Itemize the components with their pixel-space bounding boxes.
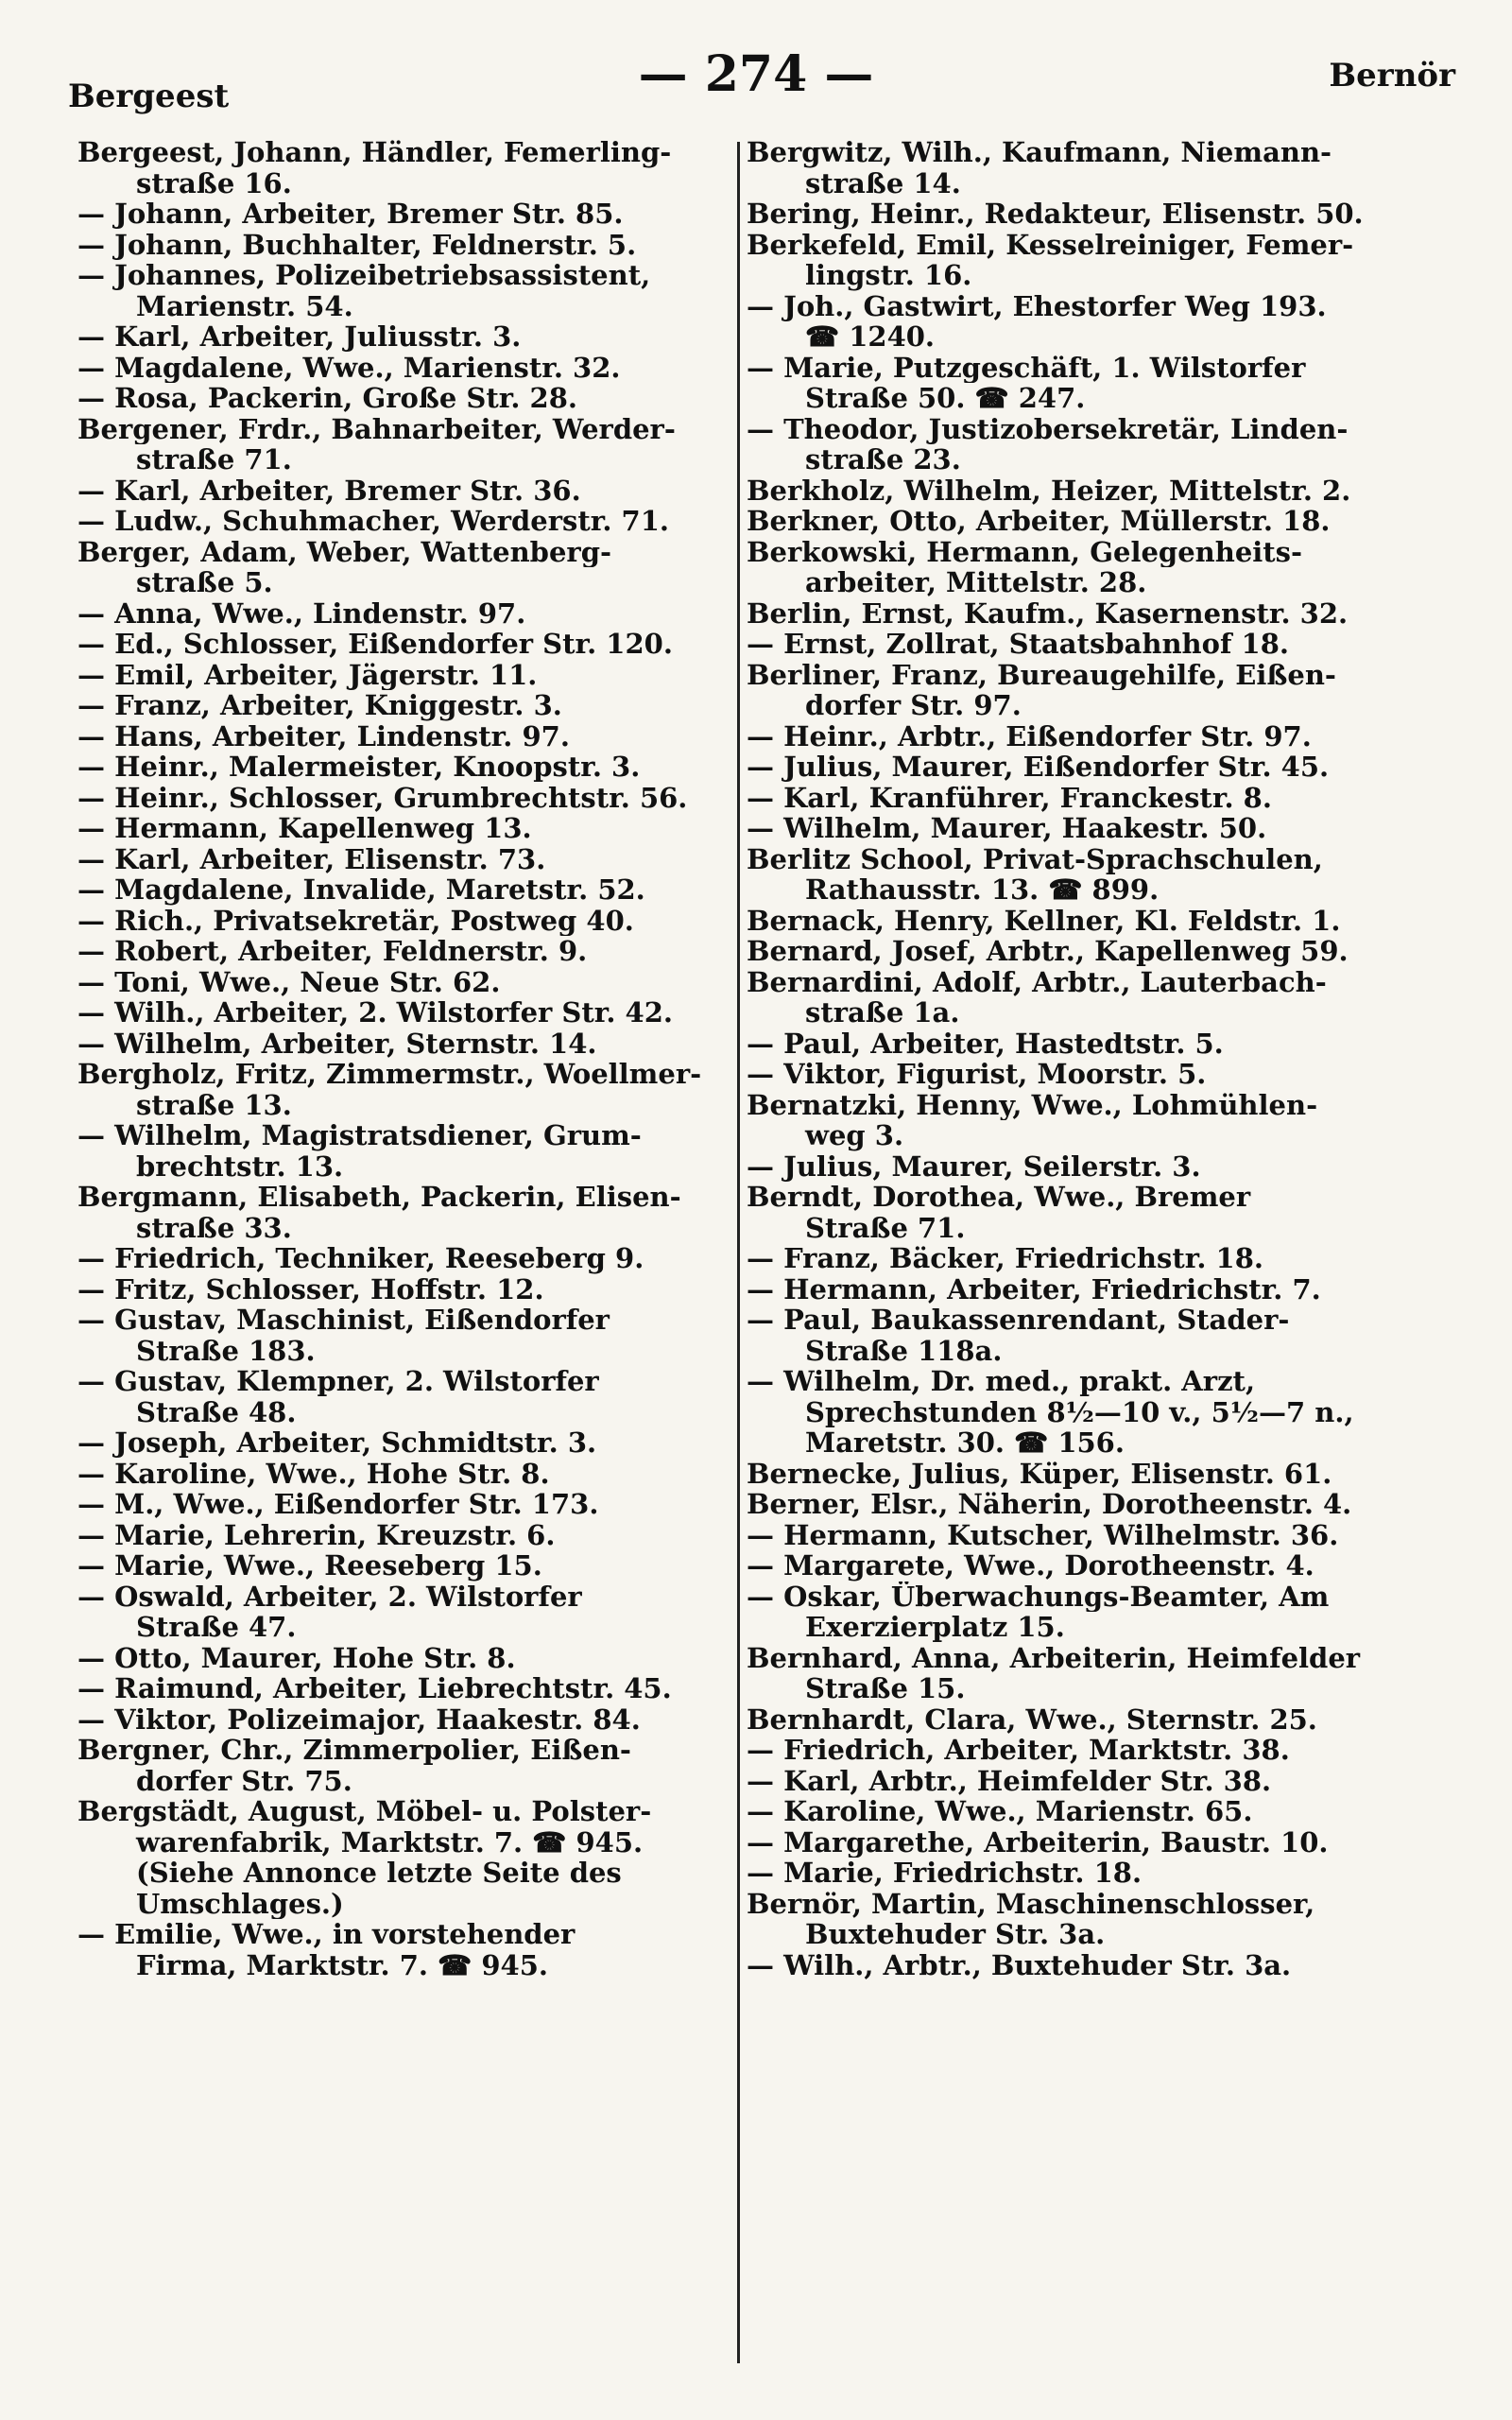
header-right-keyword: Bernör	[1329, 57, 1455, 95]
header-left-keyword: Bergeest	[68, 78, 230, 115]
directory-line: — Hermann, Arbeiter, Friedrichstr. 7.	[747, 1273, 1321, 1305]
directory-line: Bernatzki, Henny, Wwe., Lohmühlen-	[747, 1089, 1318, 1120]
directory-line: — Karl, Arbeiter, Elisenstr. 73.	[77, 843, 546, 874]
directory-line: — Margarete, Wwe., Dorotheenstr. 4.	[747, 1550, 1314, 1582]
directory-line: — Viktor, Figurist, Moorstr. 5.	[747, 1059, 1207, 1090]
directory-line: — Toni, Wwe., Neue Str. 62.	[77, 966, 501, 997]
directory-line: — Ernst, Zollrat, Staatsbahnhof 18.	[747, 629, 1290, 660]
directory-line: — Hans, Arbeiter, Lindenstr. 97.	[77, 720, 570, 752]
directory-line: — Marie, Friedrichstr. 18.	[747, 1858, 1143, 1889]
directory-line: — Johannes, Polizeibetriebsassistent,	[77, 260, 651, 291]
directory-line: straße 1a.	[805, 997, 960, 1028]
directory-line: — M., Wwe., Eißendorfer Str. 173.	[77, 1489, 599, 1520]
directory-line: — Karoline, Wwe., Hohe Str. 8.	[77, 1458, 550, 1489]
directory-line: — Hermann, Kutscher, Wilhelmstr. 36.	[747, 1519, 1339, 1550]
directory-line: — Karoline, Wwe., Marienstr. 65.	[747, 1796, 1253, 1827]
directory-line: — Hermann, Kapellenweg 13.	[77, 813, 532, 844]
directory-line: Rathausstr. 13. ☎ 899.	[805, 874, 1160, 906]
directory-line: Straße 50. ☎ 247.	[805, 383, 1086, 414]
directory-line: Bergeest, Johann, Händler, Femerling-	[77, 137, 672, 168]
directory-line: Bergwitz, Wilh., Kaufmann, Niemann-	[747, 137, 1332, 168]
directory-line: ☎ 1240.	[805, 321, 936, 353]
right-column	[747, 137, 1427, 1980]
directory-line: — Wilhelm, Arbeiter, Sternstr. 14.	[77, 1028, 597, 1059]
directory-line: — Heinr., Schlosser, Grumbrechtstr. 56.	[77, 782, 688, 813]
directory-line: Exerzierplatz 15.	[805, 1612, 1065, 1643]
directory-line: — Karl, Arbeiter, Juliusstr. 3.	[77, 321, 522, 353]
directory-line: straße 33.	[136, 1212, 292, 1243]
directory-line: Maretstr. 30. ☎ 156.	[805, 1427, 1125, 1459]
left-column	[77, 137, 758, 1980]
directory-line: — Robert, Arbeiter, Feldnerstr. 9.	[77, 936, 588, 967]
directory-line: — Julius, Maurer, Seilerstr. 3.	[747, 1150, 1201, 1182]
directory-line: — Wilhelm, Magistratsdiener, Grum-	[77, 1120, 642, 1151]
directory-line: — Emilie, Wwe., in vorstehender	[77, 1919, 576, 1950]
directory-line: — Paul, Baukassenrendant, Stader-	[747, 1305, 1290, 1336]
directory-line: straße 16.	[136, 167, 292, 199]
directory-line: Berlin, Ernst, Kaufm., Kasernenstr. 32.	[747, 597, 1349, 629]
directory-line: Straße 71.	[805, 1212, 966, 1243]
directory-line: Bernardini, Adolf, Arbtr., Lauterbach-	[747, 966, 1327, 997]
directory-line: Bernör, Martin, Maschinenschlosser,	[747, 1888, 1315, 1919]
directory-line: — Anna, Wwe., Lindenstr. 97.	[77, 597, 526, 629]
directory-line: — Magdalene, Invalide, Maretstr. 52.	[77, 874, 645, 906]
directory-line: Firma, Marktstr. 7. ☎ 945.	[136, 1949, 548, 1980]
directory-line: dorfer Str. 75.	[136, 1765, 352, 1796]
directory-line: warenfabrik, Marktstr. 7. ☎ 945.	[136, 1826, 644, 1858]
directory-line: Berliner, Franz, Bureaugehilfe, Eißen-	[747, 659, 1336, 690]
directory-line: Straße 183.	[136, 1335, 316, 1366]
directory-line: Straße 48.	[136, 1396, 297, 1427]
directory-line: Straße 15.	[805, 1673, 966, 1704]
directory-line: dorfer Str. 97.	[805, 690, 1022, 721]
directory-line: — Franz, Arbeiter, Kniggestr. 3.	[77, 690, 562, 721]
directory-line: Berkowski, Hermann, Gelegenheits-	[747, 536, 1303, 567]
directory-line: Marienstr. 54.	[136, 290, 353, 321]
directory-line: — Friedrich, Techniker, Reeseberg 9.	[77, 1243, 644, 1274]
directory-line: — Heinr., Arbtr., Eißendorfer Str. 97.	[747, 720, 1312, 752]
directory-line: Bergner, Chr., Zimmerpolier, Eißen-	[77, 1735, 631, 1766]
directory-line: — Wilhelm, Dr. med., prakt. Arzt,	[747, 1366, 1256, 1397]
directory-line: — Marie, Wwe., Reeseberg 15.	[77, 1550, 542, 1582]
directory-line: Buxtehuder Str. 3a.	[805, 1919, 1106, 1950]
directory-line: — Rosa, Packerin, Große Str. 28.	[77, 383, 578, 414]
directory-line: — Karl, Arbeiter, Bremer Str. 36.	[77, 475, 581, 506]
directory-line: — Theodor, Justizobersekretär, Linden-	[747, 413, 1349, 444]
directory-line: — Rich., Privatsekretär, Postweg 40.	[77, 905, 634, 936]
directory-line: — Karl, Arbtr., Heimfelder Str. 38.	[747, 1765, 1272, 1796]
directory-line: — Ludw., Schuhmacher, Werderstr. 71.	[77, 506, 669, 537]
directory-line: — Gustav, Klempner, 2. Wilstorfer	[77, 1366, 599, 1397]
directory-line: — Magdalene, Wwe., Marienstr. 32.	[77, 352, 621, 383]
directory-line: — Viktor, Polizeimajor, Haakestr. 84.	[77, 1703, 641, 1735]
directory-line: — Raimund, Arbeiter, Liebrechtstr. 45.	[77, 1673, 672, 1704]
directory-line: Berlitz School, Privat-Sprachschulen,	[747, 843, 1323, 874]
directory-line: — Karl, Kranführer, Franckestr. 8.	[747, 782, 1272, 813]
directory-line: — Fritz, Schlosser, Hoffstr. 12.	[77, 1273, 544, 1305]
directory-line: Bergener, Frdr., Bahnarbeiter, Werder-	[77, 413, 676, 444]
directory-line: — Wilhelm, Maurer, Haakestr. 50.	[747, 813, 1267, 844]
directory-line: — Oswald, Arbeiter, 2. Wilstorfer	[77, 1581, 582, 1612]
directory-line: — Johann, Arbeiter, Bremer Str. 85.	[77, 199, 624, 230]
directory-line: Berger, Adam, Weber, Wattenberg-	[77, 536, 612, 567]
directory-line: — Wilh., Arbtr., Buxtehuder Str. 3a.	[747, 1949, 1292, 1980]
page-header	[0, 38, 1512, 123]
directory-line: lingstr. 16.	[805, 260, 972, 291]
directory-line: Bernhardt, Clara, Wwe., Sternstr. 25.	[747, 1703, 1317, 1735]
directory-line: — Julius, Maurer, Eißendorfer Str. 45.	[747, 752, 1330, 783]
directory-line: Berner, Elsr., Näherin, Dorotheenstr. 4.	[747, 1489, 1352, 1520]
directory-line: Berkner, Otto, Arbeiter, Müllerstr. 18.	[747, 506, 1331, 537]
directory-line: Bergmann, Elisabeth, Packerin, Elisen-	[77, 1182, 681, 1213]
directory-line: Umschlages.)	[136, 1888, 344, 1919]
directory-line: — Heinr., Malermeister, Knoopstr. 3.	[77, 752, 641, 783]
directory-line: straße 71.	[136, 444, 292, 475]
directory-line: straße 14.	[805, 167, 961, 199]
directory-line: straße 13.	[136, 1089, 292, 1120]
directory-line: — Joh., Gastwirt, Ehestorfer Weg 193.	[747, 290, 1327, 321]
directory-line: — Marie, Putzgeschäft, 1. Wilstorfer	[747, 352, 1306, 383]
directory-line: — Oskar, Überwachungs-Beamter, Am	[747, 1581, 1330, 1612]
directory-line: Bergholz, Fritz, Zimmermstr., Woellmer-	[77, 1059, 702, 1090]
directory-line: — Johann, Buchhalter, Feldnerstr. 5.	[77, 229, 637, 260]
directory-line: Berkholz, Wilhelm, Heizer, Mittelstr. 2.	[747, 475, 1351, 506]
directory-line: Bernack, Henry, Kellner, Kl. Feldstr. 1.	[747, 905, 1341, 936]
page-number: — 274 —	[638, 45, 874, 103]
directory-line: — Emil, Arbeiter, Jägerstr. 11.	[77, 659, 538, 690]
directory-line: Bernecke, Julius, Küper, Elisenstr. 61.	[747, 1458, 1332, 1489]
directory-line: straße 5.	[136, 567, 273, 598]
directory-line: Bergstädt, August, Möbel- u. Polster-	[77, 1796, 652, 1827]
directory-line: brechtstr. 13.	[136, 1150, 344, 1182]
directory-line: Bernard, Josef, Arbtr., Kapellenweg 59.	[747, 936, 1349, 967]
directory-line: (Siehe Annonce letzte Seite des	[136, 1858, 622, 1889]
directory-line: — Gustav, Maschinist, Eißendorfer	[77, 1305, 610, 1336]
directory-line: — Wilh., Arbeiter, 2. Wilstorfer Str. 42.	[77, 997, 673, 1028]
directory-line: — Joseph, Arbeiter, Schmidtstr. 3.	[77, 1427, 597, 1459]
directory-line: — Margarethe, Arbeiterin, Baustr. 10.	[747, 1826, 1329, 1858]
directory-line: Straße 47.	[136, 1612, 297, 1643]
directory-line: weg 3.	[805, 1120, 904, 1151]
directory-line: Bernhard, Anna, Arbeiterin, Heimfelder	[747, 1642, 1361, 1673]
directory-line: arbeiter, Mittelstr. 28.	[805, 567, 1147, 598]
column-divider	[737, 142, 740, 2363]
directory-line: Berndt, Dorothea, Wwe., Bremer	[747, 1182, 1251, 1213]
directory-line: Straße 118a.	[805, 1335, 1003, 1366]
directory-line: — Marie, Lehrerin, Kreuzstr. 6.	[77, 1519, 556, 1550]
directory-line: — Franz, Bäcker, Friedrichstr. 18.	[747, 1243, 1263, 1274]
directory-line: Bering, Heinr., Redakteur, Elisenstr. 50.	[747, 199, 1364, 230]
directory-line: Berkefeld, Emil, Kesselreiniger, Femer-	[747, 229, 1354, 260]
directory-line: Sprechstunden 8½—10 v., 5½—7 n.,	[805, 1396, 1354, 1427]
directory-line: — Ed., Schlosser, Eißendorfer Str. 120.	[77, 629, 673, 660]
directory-line: — Paul, Arbeiter, Hastedtstr. 5.	[747, 1028, 1224, 1059]
directory-line: — Otto, Maurer, Hohe Str. 8.	[77, 1642, 516, 1673]
directory-line: straße 23.	[805, 444, 961, 475]
directory-line: — Friedrich, Arbeiter, Marktstr. 38.	[747, 1735, 1290, 1766]
